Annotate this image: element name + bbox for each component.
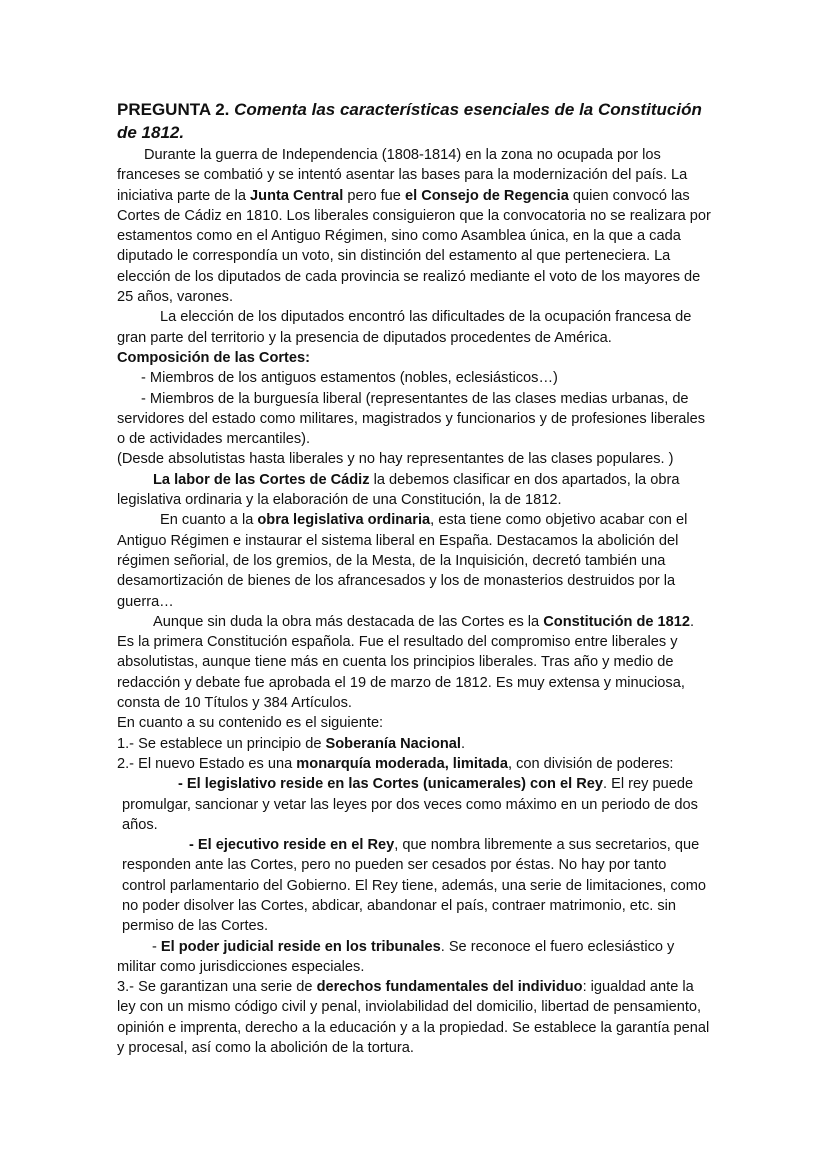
point-1: 1.- Se establece un principio de Soberanía Nacional. bbox=[117, 735, 466, 752]
consejo-regencia-bold: el Consejo de Regencia bbox=[404, 187, 569, 204]
composicion-item-burguesia: - Miembros de la burguesía liberal (representantes de las clases medias urbanas, de servidores del estado como militares, magistrados y funcionarios y de profesiones liberales o de actividades mercantiles). bbox=[117, 390, 706, 448]
question-label: PREGUNTA 2. bbox=[117, 100, 230, 119]
poder-ejecutivo: - El ejecutivo reside en el Rey, que nombra libremente a sus secretarios, que responden ante las Cortes, pero no pueden ser cesados por éstas. No hay por tanto control parlamentario del Gobierno. El Rey tiene, además, una serie de limitaciones, como no poder disolver las Cortes, abdicar, abandonar el país, contraer matrimonio, etc. sin permiso de las Cortes. bbox=[122, 837, 707, 935]
document-page bbox=[117, 98, 713, 1058]
composicion-heading: Composición de las Cortes: bbox=[117, 349, 310, 366]
paragraph-contenido: En cuanto a su contenido es el siguiente: bbox=[117, 715, 384, 732]
junta-central-bold: Junta Central bbox=[250, 187, 344, 204]
paragraph-labor: La labor de las Cortes de Cádiz la debemos clasificar en dos apartados, la obra legislativa ordinaria y la elaboración de una Constitución, la de 1812. bbox=[117, 471, 680, 509]
paragraph-intro: Durante la guerra de Independencia (1808-1814) en la zona no ocupada por los franceses se combatió y se intentó asentar las bases para la modernización del país. La iniciativa parte de la Junta Central pero fue el Consejo de Regencia quien convocó las Cortes de Cádiz en 1810. Los liberales consiguieron que la convocatoria no se realizara por estamentos como en el Antiguo Régimen, sino como Asamblea única, en la que a cada diputado le correspondía un voto, sin distinción del estamento al que perteneciera. La elección de los diputados de cada provincia se realizó mediante el voto de los mayores de 25 años, varones. bbox=[117, 147, 711, 306]
paragraph-eleccion: La elección de los diputados encontró las dificultades de la ocupación francesa de gran parte del territorio y la presencia de diputados procedentes de América. bbox=[117, 309, 692, 346]
poder-legislativo: - El legislativo reside en las Cortes (unicamerales) con el Rey. El rey puede promulgar, sancionar y vetar las leyes por dos veces como máximo en un periodo de dos años. bbox=[122, 776, 698, 833]
paragraph-obra-legislativa: En cuanto a la obra legislativa ordinaria, esta tiene como objetivo acabar con el Antiguo Régimen e instaurar el sistema liberal en España. Destacamos la abolición del régimen señorial, de los gremios, de la Mesta, de la Inquisición, decretó también una desamortización de bienes de los afrancesados y los de monasterios destruidos por la guerra… bbox=[117, 512, 688, 610]
composicion-item-estamentos: - Miembros de los antiguos estamentos (nobles, eclesiásticos…) bbox=[141, 370, 558, 387]
question-title bbox=[117, 98, 713, 144]
point-3: 3.- Se garantizan una serie de derechos fundamentales del individuo: igualdad ante la ley con un mismo código civil y penal, inviolabilidad del domicilio, libertad de pensamiento, opinión e imprenta, derecho a la educación y a la propiedad. Se establece la garantía penal y procesal, así como la abolición de la tortura. bbox=[117, 979, 710, 1057]
composicion-note: (Desde absolutistas hasta liberales y no hay representantes de las clases populares. ) bbox=[117, 451, 674, 468]
point-2: 2.- El nuevo Estado es una monarquía moderada, limitada, con división de poderes: bbox=[117, 755, 674, 772]
question-text: Comenta las características esenciales de la Constitución de 1812. bbox=[117, 100, 702, 142]
poder-judicial: - El poder judicial reside en los tribunales. Se reconoce el fuero eclesiástico y militar como jurisdicciones especiales. bbox=[117, 938, 675, 975]
paragraph-constitucion: Aunque sin duda la obra más destacada de las Cortes es la Constitución de 1812. Es la primera Constitución española. Fue el resultado del compromiso entre liberales y absolutistas, aunque tiene más en cuenta los principios liberales. Tras año y medio de redacción y debate fue aprobada el 19 de marzo de 1812. Es muy extensa y minuciosa, consta de 10 Títulos y 384 Artículos. bbox=[117, 613, 695, 712]
